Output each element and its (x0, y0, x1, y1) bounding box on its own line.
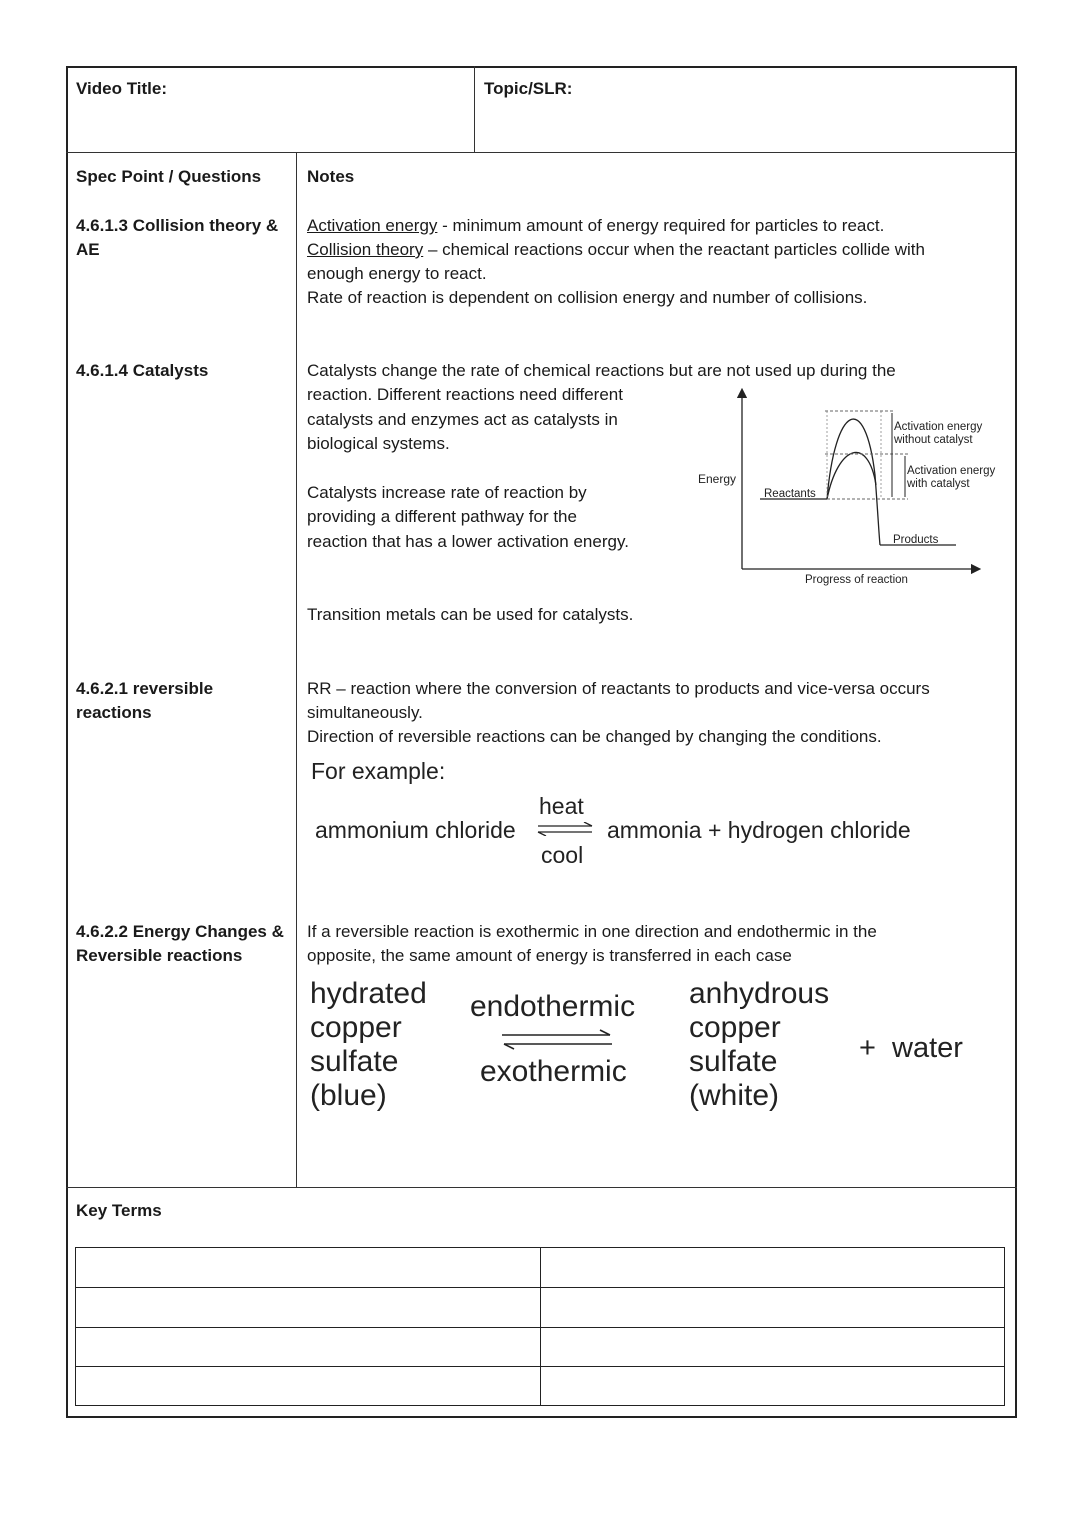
products-label: Products (893, 534, 939, 546)
anhydrous-line1: anhydrous (689, 977, 830, 1010)
energy-profile-diagram (690, 385, 1020, 595)
key-terms-divider (66, 1187, 1017, 1188)
key-definition-cell[interactable] (541, 1288, 1003, 1326)
note-catalysts-line2: reaction. Different reactions need different (307, 385, 623, 404)
example-label: For example: (311, 758, 446, 784)
ae-with-label-1: Activation energy (907, 465, 996, 477)
ae-without-label-1: Activation energy (894, 421, 983, 433)
equilibrium-arrow (536, 822, 596, 836)
reactants-label: Reactants (764, 488, 816, 500)
notes-column-header: Notes (307, 167, 355, 186)
ae-without-label-2: without catalyst (894, 434, 973, 446)
cool-condition: cool (541, 842, 584, 868)
note-rate-of-reaction: Rate of reaction is dependent on collision energy and number of collisions. (307, 288, 868, 307)
anhydrous-line2: copper (689, 1011, 781, 1044)
note-transition-metals: Transition metals can be used for catalysts. (307, 605, 634, 624)
spec-column-header: Spec Point / Questions (76, 167, 262, 186)
note-catalysts-line1: Catalysts change the rate of chemical reactions but are not used up during the (307, 361, 896, 380)
note-catalysts-line4: biological systems. (307, 434, 450, 453)
video-title-label: Video Title: (76, 79, 168, 98)
note-rr-line1: RR – reaction where the conversion of reactants to products and vice-versa occurs (307, 679, 930, 698)
note-activation-energy (307, 214, 884, 238)
header-column-divider (474, 66, 475, 153)
hydrated-line3: sulfate (310, 1045, 399, 1078)
plus-water: + water (859, 1032, 963, 1064)
notes-column-divider (296, 152, 297, 1188)
key-definition-cell[interactable] (541, 1367, 1003, 1404)
exothermic-label: exothermic (480, 1055, 627, 1088)
key-terms-label: Key Terms (76, 1201, 162, 1220)
anhydrous-line4: (white) (689, 1079, 780, 1112)
note-energy-line2: opposite, the same amount of energy is transferred in each case (307, 946, 792, 965)
note-collision-theory-cont: enough energy to react. (307, 264, 487, 283)
ammonium-chloride: ammonium chloride (315, 817, 516, 843)
note-pathway-line3: reaction that has a lower activation energy. (307, 532, 629, 551)
reversible-arrow (500, 1029, 614, 1053)
hydrated-line4: (blue) (310, 1079, 387, 1112)
note-pathway-line2: providing a different pathway for the (307, 507, 577, 526)
note-collision-theory (307, 238, 925, 262)
topic-slr-label: Topic/SLR: (484, 79, 573, 98)
spec-collision-theory-line2: AE (76, 240, 100, 259)
term-collision-theory: Collision theory (307, 240, 424, 259)
endothermic-label: endothermic (470, 990, 636, 1023)
key-definition-cell[interactable] (541, 1248, 1003, 1286)
energy-axis-label: Energy (698, 472, 737, 486)
spec-collision-theory: 4.6.1.3 Collision theory & (76, 216, 279, 235)
key-term-cell[interactable] (76, 1288, 539, 1326)
hydrated-line1: hydrated (310, 977, 427, 1010)
catalysed-curve (827, 452, 876, 499)
key-term-cell[interactable] (76, 1328, 539, 1365)
key-term-cell[interactable] (76, 1248, 539, 1286)
spec-reversible-reactions-line2: reactions (76, 703, 152, 722)
ae-with-label-2: with catalyst (907, 478, 970, 490)
anhydrous-line3: sulfate (689, 1045, 778, 1078)
note-energy-line1: If a reversible reaction is exothermic in one direction and endothermic in the (307, 922, 877, 941)
key-terms-table (75, 1247, 1005, 1406)
hydrated-line2: copper (310, 1011, 402, 1044)
uncatalysed-curve (827, 419, 880, 545)
note-rr-line3: Direction of reversible reactions can be changed by changing the conditions. (307, 727, 882, 746)
key-term-cell[interactable] (76, 1367, 539, 1404)
term-activation-energy: Activation energy (307, 216, 438, 235)
spec-energy-changes-line2: Reversible reactions (76, 946, 243, 965)
progress-axis-label: Progress of reaction (805, 574, 908, 586)
key-definition-cell[interactable] (541, 1328, 1003, 1365)
ammonia-hydrogen-chloride: ammonia + hydrogen chloride (607, 817, 911, 843)
spec-energy-changes: 4.6.2.2 Energy Changes & (76, 922, 284, 941)
note-pathway-line1: Catalysts increase rate of reaction by (307, 483, 587, 502)
note-catalysts-line3: catalysts and enzymes act as catalysts in (307, 410, 618, 429)
def-activation-energy: - minimum amount of energy required for particles to react. (437, 216, 885, 235)
heat-condition: heat (539, 793, 584, 819)
def-collision-theory: – chemical reactions occur when the reactant particles collide with (423, 240, 925, 259)
header-divider (66, 152, 1017, 153)
spec-reversible-reactions: 4.6.2.1 reversible (76, 679, 214, 698)
note-rr-line2: simultaneously. (307, 703, 423, 722)
spec-catalysts: 4.6.1.4 Catalysts (76, 361, 209, 380)
